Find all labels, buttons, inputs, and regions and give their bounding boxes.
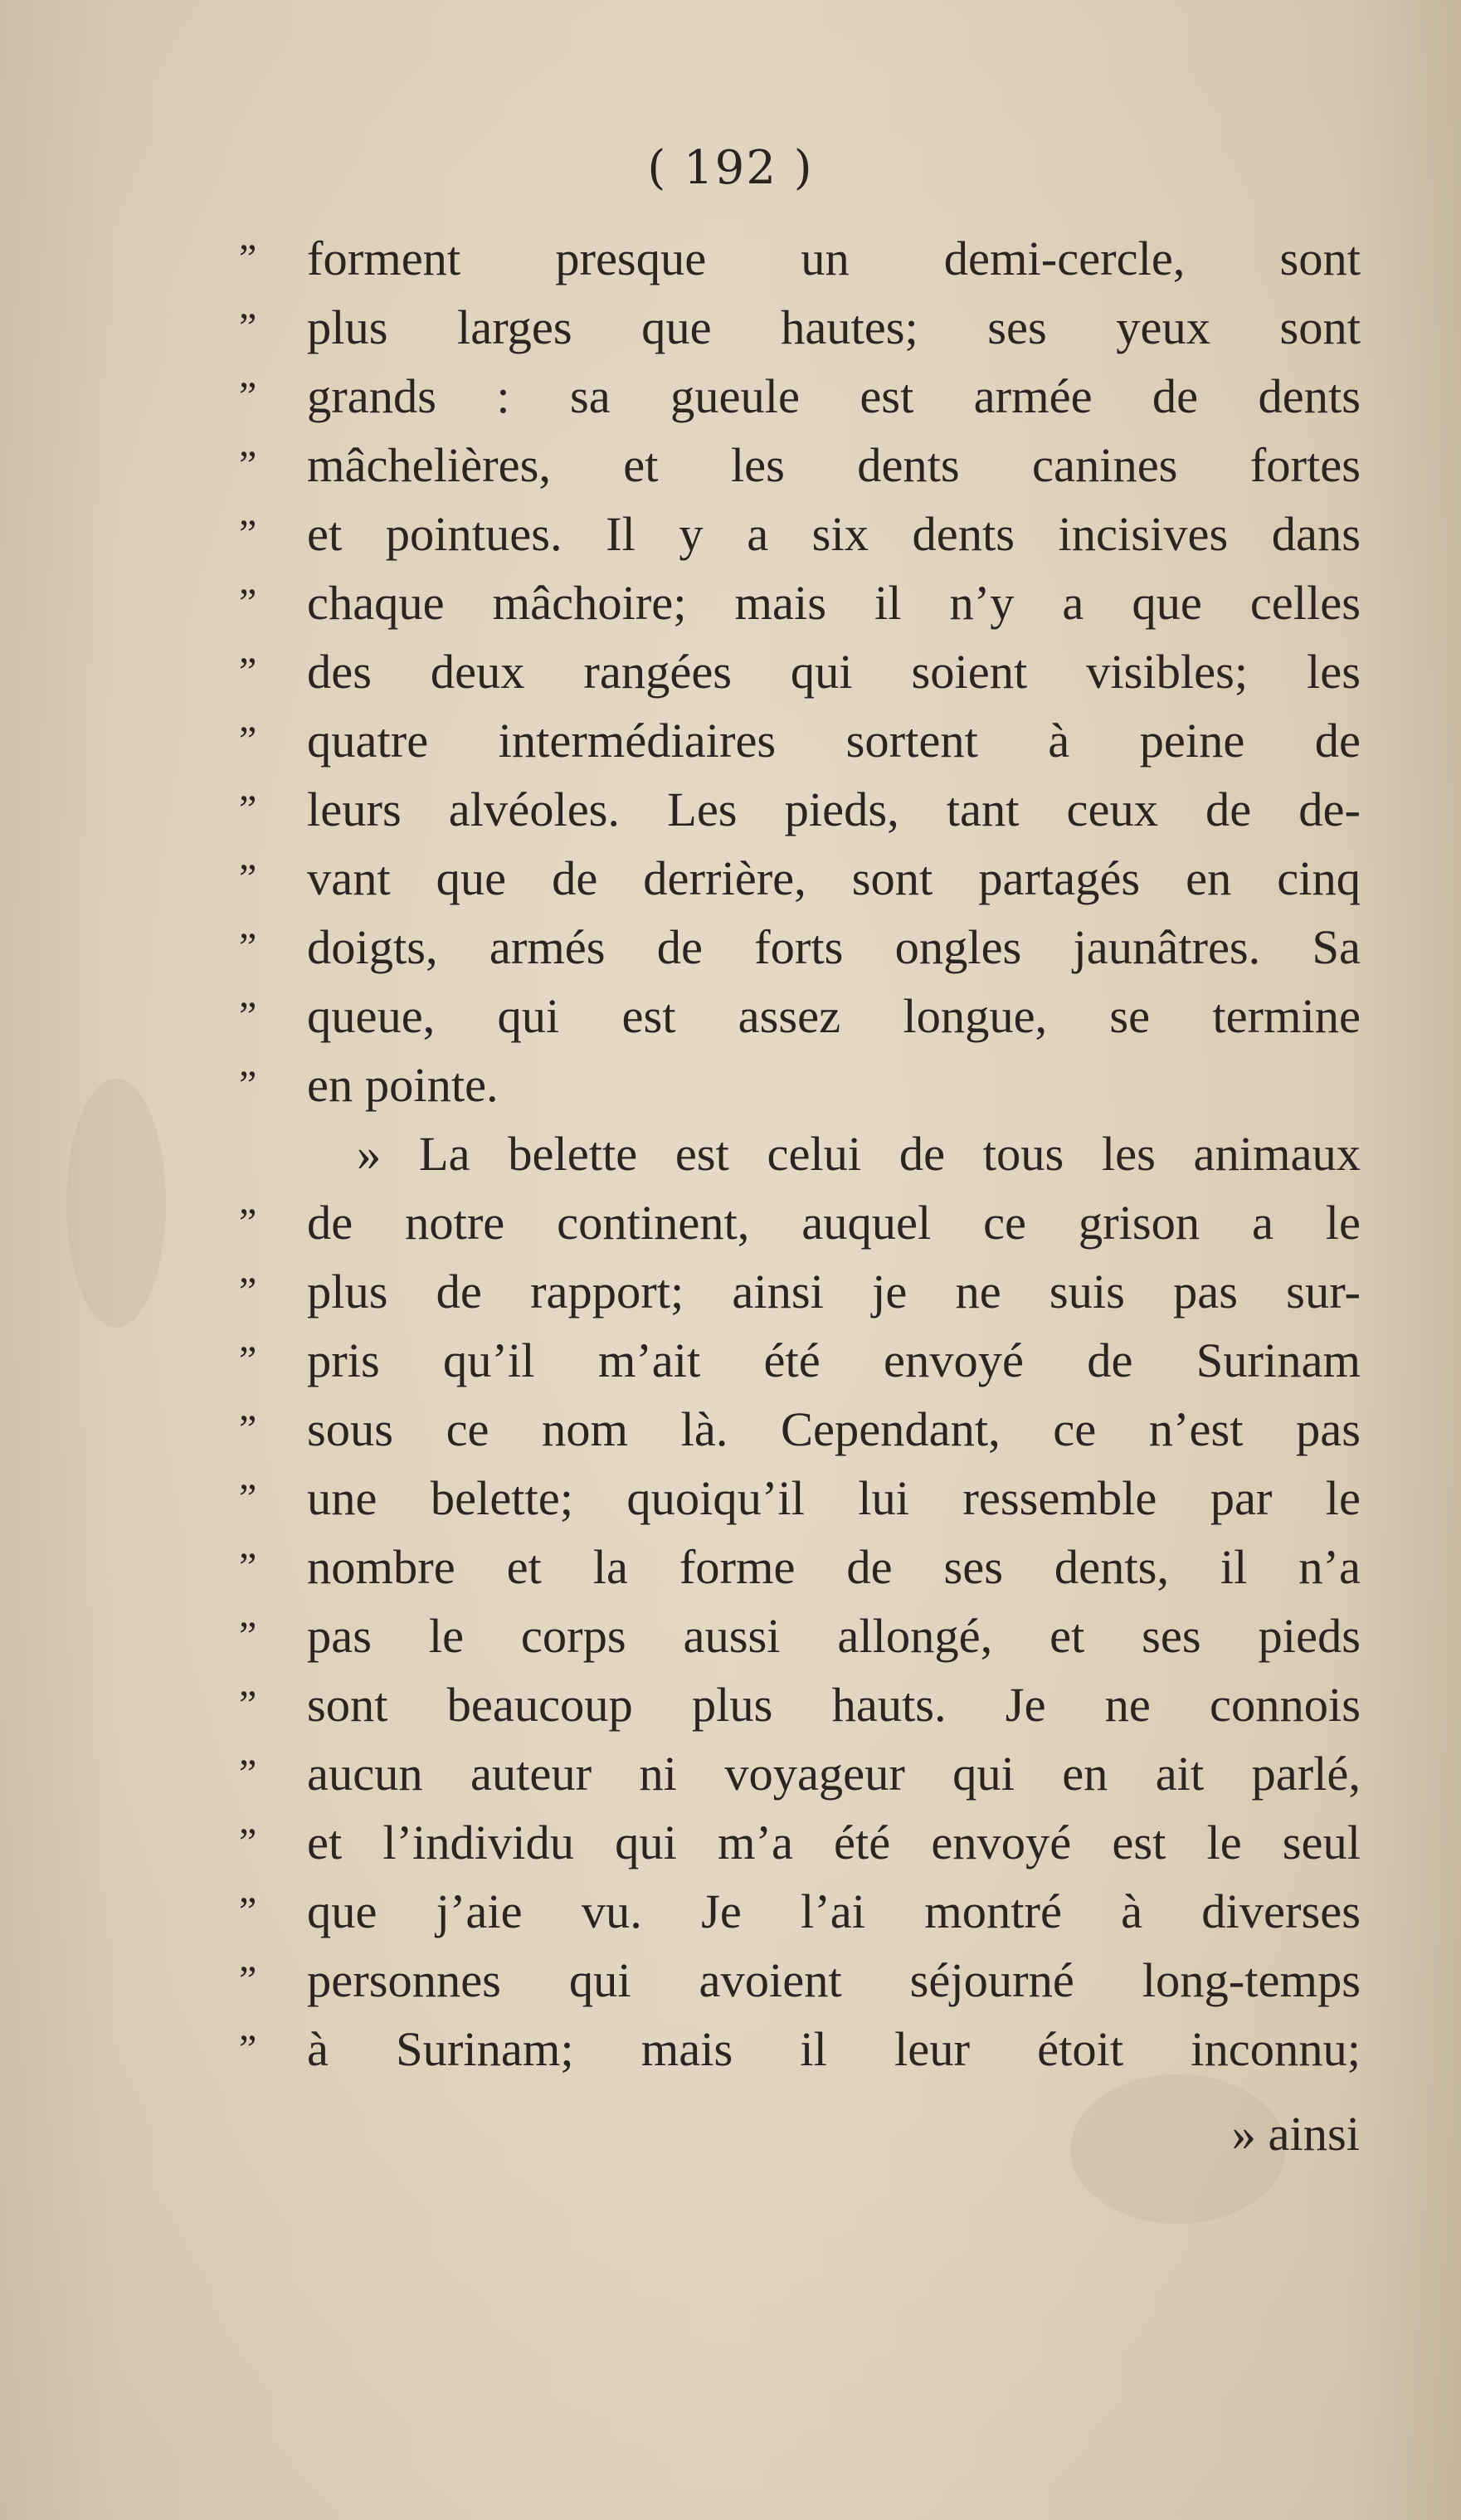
quotation-mark: ” <box>239 650 257 694</box>
text-line <box>239 568 1361 637</box>
text-line <box>239 844 1361 913</box>
line-text: et pointues. Il y a six dents incisives dans <box>307 507 1361 561</box>
text-line <box>239 913 1361 982</box>
quotation-mark: ” <box>239 236 257 280</box>
catchword: » ainsi <box>1231 2107 1360 2161</box>
text-line <box>239 1395 1361 1464</box>
line-text: forment presque un demi-cercle, sont <box>307 232 1361 285</box>
quotation-mark: ” <box>239 1683 257 1727</box>
quotation-mark: ” <box>239 1201 257 1245</box>
quotation-mark: ” <box>239 1270 257 1314</box>
line-text: de notre continent, auquel ce grison a le <box>307 1196 1361 1250</box>
text-line <box>239 1257 1361 1326</box>
text-line <box>239 775 1361 844</box>
quotation-mark: ” <box>239 1338 257 1382</box>
line-text: pris qu’il m’ait été envoyé de Surinam <box>307 1333 1361 1387</box>
quotation-mark: ” <box>239 443 257 487</box>
text-line <box>239 1808 1361 1877</box>
text-line <box>239 1326 1361 1395</box>
text-line <box>239 1050 1361 1119</box>
line-text: et l’individu qui m’a été envoyé est le seul <box>307 1816 1361 1869</box>
text-line <box>239 293 1361 362</box>
line-text: sont beaucoup plus hauts. Je ne connois <box>307 1678 1361 1732</box>
quotation-mark: ” <box>239 1821 257 1864</box>
line-text: des deux rangées qui soient visibles; les <box>307 645 1361 699</box>
line-text: pas le corps aussi allongé, et ses pieds <box>307 1609 1361 1663</box>
text-line <box>239 1670 1361 1739</box>
line-text: mâchelières, et les dents canines fortes <box>307 438 1361 492</box>
line-text: une belette; quoiqu’il lui ressemble par le <box>307 1471 1361 1525</box>
quotation-mark: ” <box>239 2027 257 2071</box>
text-line <box>239 1877 1361 1946</box>
quotation-mark: ” <box>239 1958 257 2002</box>
paper-stain <box>66 1079 166 1328</box>
quotation-mark: ” <box>239 719 257 763</box>
quotation-mark: ” <box>239 1063 257 1107</box>
line-text: queue, qui est assez longue, se termine <box>307 989 1361 1043</box>
line-text: en pointe. <box>307 1058 499 1112</box>
line-text: vant que de derrière, sont partagés en cinq <box>307 851 1361 905</box>
text-line <box>239 362 1361 431</box>
quotation-mark: ” <box>239 856 257 900</box>
text-line <box>239 637 1361 706</box>
quotation-mark: ” <box>239 1614 257 1658</box>
quotation-mark: ” <box>239 1407 257 1451</box>
line-text: » La belette est celui de tous les animaux <box>357 1127 1361 1181</box>
body-text <box>239 224 1361 2084</box>
quotation-mark: ” <box>239 581 257 625</box>
text-line <box>239 224 1361 293</box>
quotation-mark: ” <box>239 305 257 349</box>
quotation-mark: ” <box>239 374 257 418</box>
quotation-mark: ” <box>239 1752 257 1796</box>
text-line <box>239 1601 1361 1670</box>
text-line <box>239 1188 1361 1257</box>
text-line <box>239 2015 1361 2084</box>
line-text: quatre intermédiaires sortent à peine de <box>307 714 1361 768</box>
line-text: aucun auteur ni voyageur qui en ait parlé, <box>307 1747 1361 1801</box>
text-line <box>307 1119 1361 1188</box>
page-number: ( 192 ) <box>647 141 814 195</box>
line-text: nombre et la forme de ses dents, il n’a <box>307 1540 1361 1594</box>
line-text: personnes qui avoient séjourné long-temps <box>307 1953 1361 2007</box>
line-text: grands : sa gueule est armée de dents <box>307 369 1361 423</box>
text-line <box>239 1464 1361 1533</box>
quotation-mark: ” <box>239 994 257 1038</box>
text-line <box>239 1533 1361 1601</box>
line-text: chaque mâchoire; mais il n’y a que celles <box>307 576 1361 630</box>
quotation-mark: ” <box>239 925 257 969</box>
quotation-mark: ” <box>239 1476 257 1520</box>
quotation-mark: ” <box>239 1889 257 1933</box>
quotation-mark: ” <box>239 1545 257 1589</box>
text-line <box>239 1739 1361 1808</box>
line-text: plus larges que hautes; ses yeux sont <box>307 300 1361 354</box>
line-text: à Surinam; mais il leur étoit inconnu; <box>307 2022 1361 2076</box>
quotation-mark: ” <box>239 512 257 556</box>
text-line <box>239 500 1361 568</box>
line-text: que j’aie vu. Je l’ai montré à diverses <box>307 1884 1361 1938</box>
text-line <box>239 431 1361 500</box>
text-line <box>239 706 1361 775</box>
text-line <box>239 982 1361 1050</box>
line-text: doigts, armés de forts ongles jaunâtres. Sa <box>307 920 1361 974</box>
line-text: sous ce nom là. Cependant, ce n’est pas <box>307 1402 1361 1456</box>
text-line <box>239 1946 1361 2015</box>
quotation-mark: ” <box>239 787 257 831</box>
line-text: leurs alvéoles. Les pieds, tant ceux de de- <box>307 782 1361 836</box>
line-text: plus de rapport; ainsi je ne suis pas sur- <box>307 1265 1361 1318</box>
